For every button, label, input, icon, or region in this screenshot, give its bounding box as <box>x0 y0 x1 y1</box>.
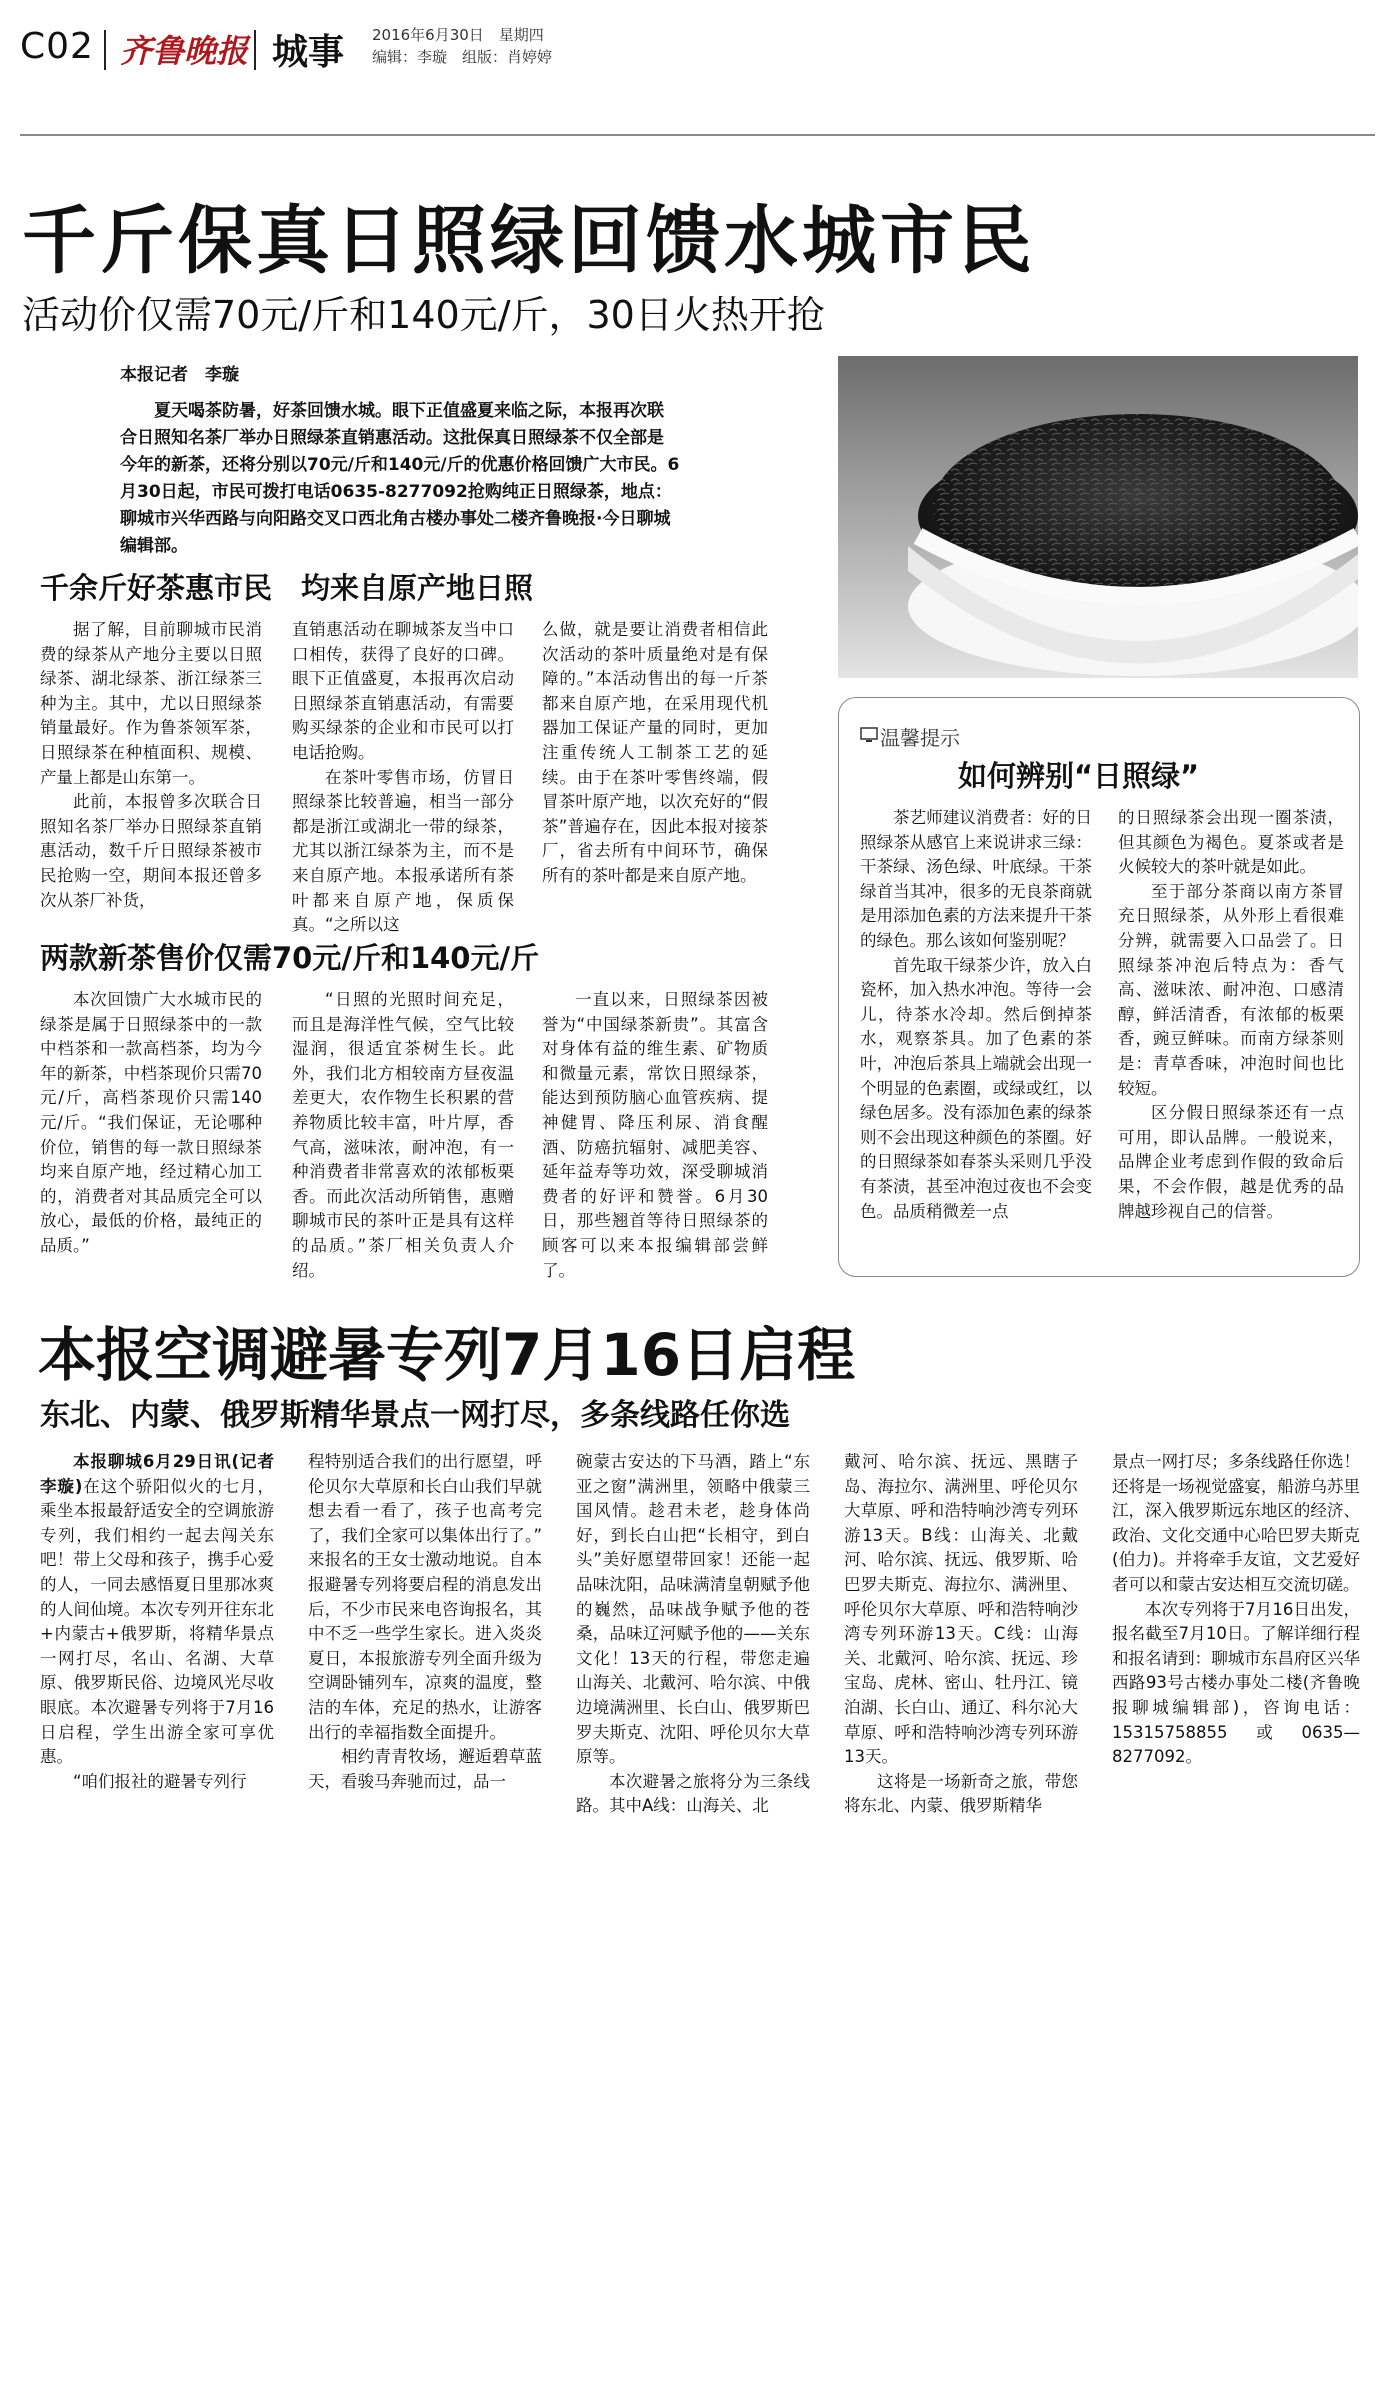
article1-byline: 本报记者 李璇 <box>120 365 239 385</box>
editor-line: 编辑：李璇 组版：肖婷婷 <box>372 48 553 66</box>
article2-column1: 本报聊城6月29日讯(记者 李璇)在这个骄阳似火的七月，乘坐本报最舒适安全的空调旅游专列，我们相约一起去闯关东吧！带上父母和孩子，携手心爱的人，一同去感悟夏日里那冰爽的人间仙境。本次专列开往东北+内蒙古+俄罗斯，将精华景点一网打尽，名山、名湖、大草原、俄罗斯民俗、边境风光尽收眼底。本次避暑专列将于7月16日启程，学生出游全家可享优惠。 “咱们报社的避暑专列行 <box>40 1452 291 1791</box>
tips-label: 温馨提示 <box>880 726 960 750</box>
page-number: C02 <box>20 26 94 67</box>
article2-column2: 程特别适合我们的出行愿望，呼伦贝尔大草原和长白山我们早就想去看一看了，孩子也高考完了，我们全家可以集体出行了。” 来报名的王女士激动地说。自本报避暑专列将要启程的消息发出后，不少市民来电咨询报名，其中不乏一些学生家长。进入炎炎夏日，本报旅游专列全面升级为空调卧铺列车，凉爽的温度，整洁的车体，充足的热水，让游客出行的幸福指数全面提升。 相约青青牧场，邂逅碧草蓝天，看骏马奔驰而过，品一 <box>308 1452 559 1791</box>
article1-lead: 夏天喝茶防暑，好茶回馈水城。眼下正值盛夏来临之际，本报再次联合日照知名茶厂举办日照绿茶直销惠活动。这批保真日照绿茶不仅全部是今年的新茶，还将分别以70元/斤和140元/斤的优惠价格回馈广大市民。6月30日起，市民可拨打电话0635-8277092抢购纯正日照绿茶，地点：聊城市兴华西路与向阳路交叉口西北角古楼办事处二楼齐鲁晚报·今日聊城编辑部。 <box>120 401 680 556</box>
article1-subheadline: 活动价仅需70元/斤和140元/斤，30日火热开抢 <box>22 293 825 337</box>
article1-section2-title: 两款新茶售价仅需70元/斤和140元/斤 <box>40 941 540 975</box>
tips-column1: 茶艺师建议消费者：好的日照绿茶从感官上来说讲求三绿：干茶绿、汤色绿、叶底绿。干茶绿首当其冲，很多的无良茶商就是用添加色素的方法来提升干茶的绿色。那么该如何鉴别呢？ 首先取干绿茶少许，放入白瓷杯，加入热水冲泡。等待一会儿，待茶水冷却。然后倒掉茶水，观察茶具。加了色素的茶叶，冲泡后茶具上端就会出现一个明显的色素圈，或绿或红，以绿色居多。没有添加色素的绿茶则不会出现这种颜色的茶圈。好的日照绿茶如春茶头采则几乎没有茶渍，甚至冲泡过夜也不会变色。品质稍微差一点 <box>860 808 1092 1221</box>
green-tea-photo <box>838 356 1358 678</box>
article1-headline: 千斤保真日照绿回馈水城市民 <box>22 198 1036 284</box>
tips-title: 如何辨别“日照绿” <box>958 759 1200 793</box>
article2-column4: 戴河、哈尔滨、抚远、黑瞎子岛、海拉尔、满洲里、呼伦贝尔大草原、呼和浩特响沙湾专列环游13天。B线：山海关、北戴河、哈尔滨、抚远、俄罗斯、哈巴罗夫斯克、海拉尔、满洲里、呼伦贝尔大草原、呼和浩特响沙湾专列环游13天。C线：山海关、北戴河、哈尔滨、抚远、珍宝岛、虎林、密山、牡丹江、镜泊湖、长白山、通辽、科尔沁大草原、呼和浩特响沙湾专列环游13天。 这将是一场新奇之旅，带您将东北、内蒙、俄罗斯精华 <box>844 1452 1078 1816</box>
article2-dateline: 本报聊城6月29日讯(记者 李璇) <box>40 1452 291 1496</box>
article1-section2-column3: 一直以来，日照绿茶因被誉为“中国绿茶新贵”。其富含对身体有益的维生素、矿物质和微量元素，常饮日照绿茶，能达到预防脑心血管疾病、提神健胃、降压利尿、消食醒酒、防癌抗辐射、减肥美容、延年益寿等功效，深受聊城消费者的好评和赞誉。6月30日，那些翘首等待日照绿茶的顾客可以来本报编辑部尝鲜了。 <box>542 990 768 1280</box>
article2-subheadline: 东北、内蒙、俄罗斯精华景点一网打尽，多条线路任你选 <box>40 1398 790 1433</box>
article1-section2-column2: “日照的光照时间充足，而且是海洋性气候，空气比较湿润，很适宜茶树生长。此外，我们北方相较南方昼夜温差更大，农作物生长积累的营养物质比较丰富，叶片厚，香气高，滋味浓，耐冲泡，有一种消费者非常喜欢的浓郁板栗香。而此次活动所销售，惠赠聊城市民的茶叶正是具有这样的品质。”茶厂相关负责人介绍。 <box>292 990 514 1280</box>
tips-column2: 的日照绿茶会出现一圈茶渍，但其颜色为褐色。夏茶或者是火候较大的茶叶就是如此。 至于部分茶商以南方茶冒充日照绿茶，从外形上看很难分辨，就需要入口品尝了。日照绿茶冲泡后特点为：香气高、滋味浓、耐冲泡、口感清醇，鲜活清香，有浓郁的板栗香，豌豆鲜味。而南方绿茶则是：青草香味，冲泡时间也比较短。 区分假日照绿茶还有一点可用，即认品牌。一般说来，品牌企业考虑到作假的致命后果，不会作假，越是优秀的品牌越珍视自己的信誉。 <box>1118 808 1344 1221</box>
article1-section1-column3: 么做，就是要让消费者相信此次活动的茶叶质量绝对是有保障的。”本活动售出的每一斤茶都来自原产地，在采用现代机器加工保证产量的同时，更加注重传统人工制茶工艺的延续。由于在茶叶零售终端，假冒茶叶原产地，以次充好的“假茶”普遍存在，因此本报对接茶厂，省去所有中间环节，确保所有的茶叶都是来自原产地。 <box>542 620 768 885</box>
article2-column3: 碗蒙古安达的下马酒，踏上“东亚之窗”满洲里，领略中俄蒙三国风情。趁君未老，趁身体尚好，到长白山把“长相守，到白头”美好愿望带回家！还能一起品味沈阳，品味满清皇朝赋予他的巍然，品味战争赋予他的苍桑，品味辽河赋予他的——关东文化！13天的行程，带您走遍山海关、北戴河、哈尔滨、中俄边境满洲里、长白山、俄罗斯巴罗夫斯克、沈阳、呼伦贝尔大草原等。 本次避暑之旅将分为三条线路。其中A线：山海关、北 <box>576 1452 810 1816</box>
section-name: 城事 <box>272 32 345 73</box>
article1-section1-column1: 据了解，目前聊城市民消费的绿茶从产地分主要以日照绿茶、湖北绿茶、浙江绿茶三种为主。其中，尤以日照绿茶销量最好。作为鲁茶领军茶，日照绿茶在种植面积、规模、产量上都是山东第一。 此前，本报曾多次联合日照知名茶厂举办日照绿茶直销惠活动，数千斤日照绿茶被市民抢购一空，期间本报还曾多次从茶厂补货， <box>40 620 262 910</box>
header-rule <box>20 134 1375 136</box>
monitor-icon <box>860 726 878 748</box>
article1-section1-title: 千余斤好茶惠市民 均来自原产地日照 <box>40 571 534 605</box>
article2-headline: 本报空调避暑专列7月16日启程 <box>38 1321 856 1389</box>
article2-column5: 景点一网打尽；多条线路任你选！还将是一场视觉盛宴，船游乌苏里江，深入俄罗斯远东地区的经济、政治、文化交通中心哈巴罗夫斯克(伯力)。并将牵手友谊，文艺爱好者可以和蒙古安达相互交流切磋。 本次专列将于7月16日出发，报名截至7月10日。了解详细行程和报名请到：聊城市东昌府区兴华西路93号古楼办事处二楼(齐鲁晚报聊城编辑部)，咨询电话：15315758855或0635—8277092。 <box>1112 1452 1360 1767</box>
newspaper-logo: 齐鲁晚报 <box>120 32 249 70</box>
article1-section2-column1: 本次回馈广大水城市民的绿茶是属于日照绿茶中的一款中档茶和一款高档茶，均为今年的新茶，中档茶现价只需70元/斤，高档茶现价只需140元/斤。“我们保证，无论哪种价位，销售的每一款日照绿茶均来自原产地，经过精心加工的，消费者对其品质完全可以放心，最低的价格，最纯正的品质。” <box>40 990 262 1255</box>
divider <box>104 30 106 70</box>
date-line: 2016年6月30日 星期四 <box>372 26 544 44</box>
article1-section1-column2: 直销惠活动在聊城茶友当中口口相传，获得了良好的口碑。眼下正值盛夏，本报再次启动日照绿茶直销惠活动，有需要购买绿茶的企业和市民可以打电话抢购。 在茶叶零售市场，仿冒日照绿茶比较普遍，相当一部分都是浙江或湖北一带的绿茶，尤其以浙江绿茶为主，而不是来自原产地。本报承诺所有茶叶都来自原产地，保质保真。“之所以这 <box>292 620 514 935</box>
divider <box>254 30 256 70</box>
